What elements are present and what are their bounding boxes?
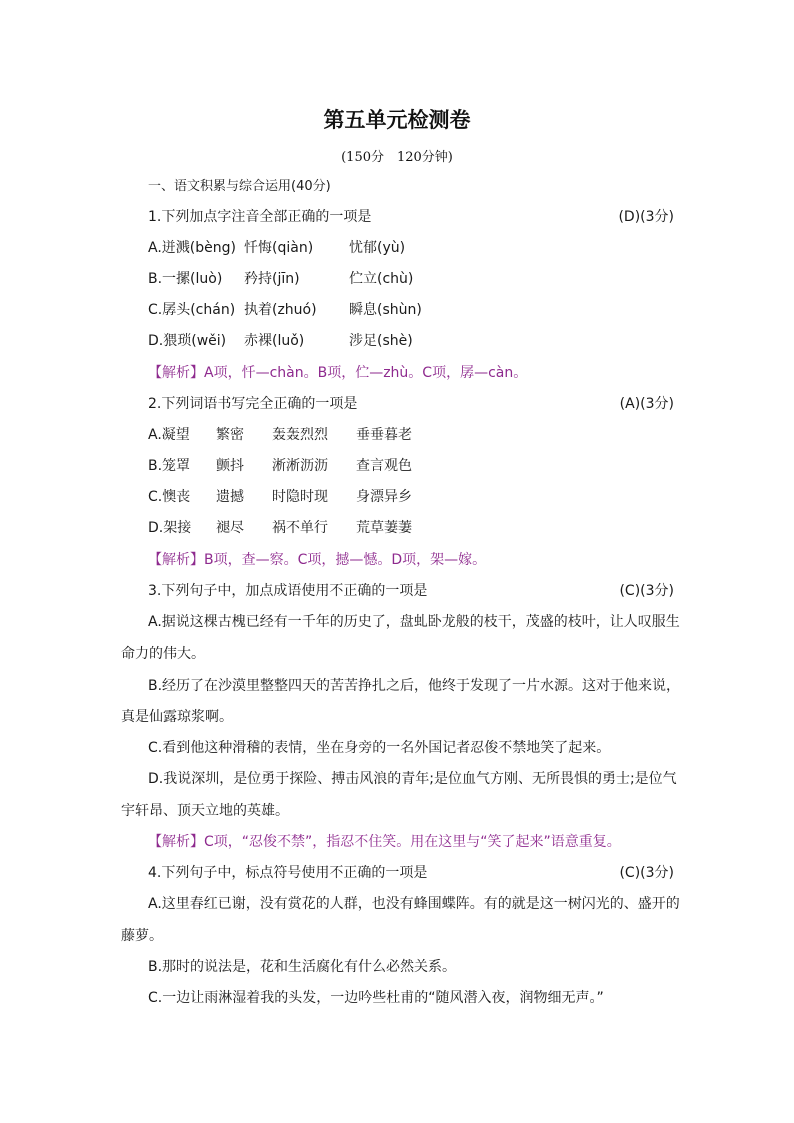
question-2-answer: (A)(3分) [619, 396, 674, 412]
q1-option-a-1: A.迸溅(bèng) [148, 240, 236, 256]
q4-option-a-line-1: A.这里春红已谢，没有赏花的人群，也没有蜂围蝶阵。有的就是这一树闪光的、盛开的 [148, 896, 680, 912]
exam-info: (150分 120分钟) [341, 150, 453, 165]
q2-option-d-2: 褪尽 [216, 520, 244, 536]
question-4-stem: 4.下列句子中，标点符号使用不正确的一项是 [148, 865, 428, 881]
q1-option-b-2: 矜持(jīn) [244, 271, 300, 287]
q1-option-b-3: 伫立(chù) [349, 271, 414, 287]
q2-option-b-4: 查言观色 [356, 458, 412, 474]
q1-option-d-1: D.猥琐(wěi) [148, 333, 227, 349]
q2-option-b-3: 淅淅沥沥 [272, 458, 328, 474]
q2-option-c-4: 身漂异乡 [356, 489, 412, 505]
question-2-analysis: 【解析】B项，查—察。C项，撼—憾。D项，架—嫁。 [148, 552, 487, 568]
question-1-analysis: 【解析】A项，忏—chàn。B项，伫—zhù。C项，孱—càn。 [148, 365, 528, 381]
page-title: 第五单元检测卷 [323, 107, 471, 132]
q2-option-a-3: 轰轰烈烈 [272, 427, 328, 443]
question-1-answer: (D)(3分) [618, 209, 674, 225]
q3-option-a-line-2: 命力的伟大。 [121, 646, 205, 662]
q4-option-c-line: C.一边让雨淋湿着我的头发，一边吟些杜甫的“随风潜入夜，润物细无声。” [148, 990, 604, 1006]
q3-option-d-line-1: D.我说深圳，是位勇于探险、搏击风浪的青年;是位血气方刚、无所畏惧的勇士;是位气 [148, 771, 677, 787]
q2-option-a-2: 繁密 [216, 427, 244, 443]
q2-option-a-1: A.凝望 [148, 427, 190, 443]
q1-option-b-1: B.一摞(luò) [148, 271, 223, 287]
section-heading: 一、语文积累与综合运用(40分) [148, 179, 331, 194]
question-4-answer: (C)(3分) [619, 865, 674, 881]
question-3-analysis: 【解析】C项，“忍俊不禁”，指忍不住笑。用在这里与“笑了起来”语意重复。 [148, 834, 621, 850]
question-3-answer: (C)(3分) [619, 583, 674, 599]
question-2-stem: 2.下列词语书写完全正确的一项是 [148, 396, 358, 412]
q1-option-c-1: C.孱头(chán) [148, 302, 236, 318]
q2-option-d-4: 荒草萋萋 [356, 520, 412, 536]
q2-option-d-3: 祸不单行 [272, 520, 328, 536]
q1-option-c-3: 瞬息(shùn) [349, 302, 422, 318]
q2-option-c-3: 时隐时现 [272, 489, 328, 505]
question-1-stem: 1.下列加点字注音全部正确的一项是 [148, 209, 372, 225]
q3-option-b-line-1: B.经历了在沙漠里整整四天的苦苦挣扎之后，他终于发现了一片水源。这对于他来说， [148, 678, 681, 694]
q3-option-b-line-2: 真是仙露琼浆啊。 [121, 709, 233, 725]
q3-option-d-line-2: 宇轩昂、顶天立地的英雄。 [121, 803, 289, 819]
q4-option-a-line-2: 藤萝。 [121, 928, 163, 944]
q2-option-b-2: 颤抖 [216, 458, 244, 474]
q1-option-a-2: 忏悔(qiàn) [244, 240, 314, 256]
q1-option-d-2: 赤裸(luǒ) [244, 333, 305, 349]
q2-option-d-1: D.架接 [148, 520, 192, 536]
q4-option-b-line: B.那时的说法是，花和生活腐化有什么必然关系。 [148, 959, 457, 975]
q3-option-a-line-1: A.据说这棵古槐已经有一千年的历史了，盘虬卧龙般的枝干，茂盛的枝叶，让人叹服生 [148, 614, 680, 630]
q2-option-c-2: 遗撼 [216, 489, 244, 505]
q2-option-c-1: C.懊丧 [148, 489, 191, 505]
q1-option-a-3: 忧郁(yù) [349, 240, 406, 256]
question-3-stem: 3.下列句子中，加点成语使用不正确的一项是 [148, 583, 428, 599]
q2-option-a-4: 垂垂暮老 [356, 427, 412, 443]
q3-option-c-line: C.看到他这种滑稽的表情，坐在身旁的一名外国记者忍俊不禁地笑了起来。 [148, 740, 611, 756]
q2-option-b-1: B.笼罩 [148, 458, 191, 474]
q1-option-d-3: 涉足(shè) [349, 333, 413, 349]
q1-option-c-2: 执着(zhuó) [244, 302, 317, 318]
